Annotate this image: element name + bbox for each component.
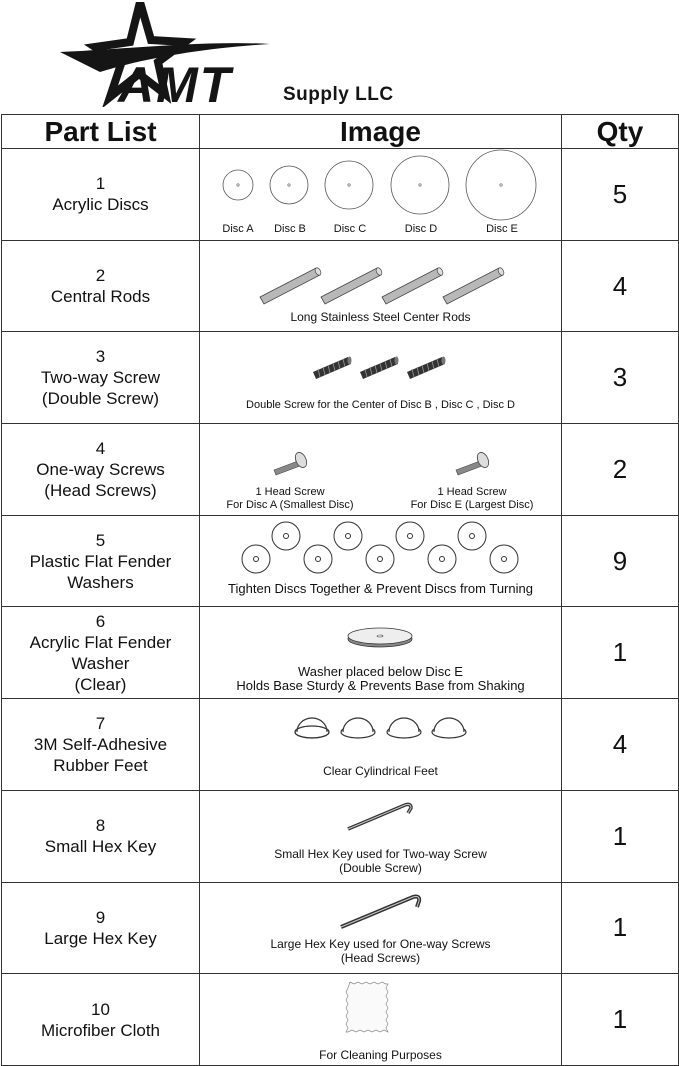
part-name-note: (Double Screw) <box>41 389 160 409</box>
part-number: 10 <box>91 999 110 1019</box>
cloth-icon <box>346 982 388 1032</box>
part-name: Acrylic Flat Fender <box>29 632 172 652</box>
image-caption: Long Stainless Steel Center Rods <box>290 309 471 324</box>
part-name-cell <box>2 240 200 332</box>
part-name: Central Rods <box>50 287 151 307</box>
qty-cell: 1 <box>562 974 679 1066</box>
part-name-cont: Washer <box>71 653 130 673</box>
part-name-cell <box>2 515 200 607</box>
double-screw-icon <box>360 357 399 380</box>
qty-cell: 3 <box>562 332 679 424</box>
image-caption: Small Hex Key used for Two-way Screw (Double Screw) <box>274 846 487 875</box>
rod-icon <box>443 266 505 303</box>
part-image-cell <box>200 882 562 974</box>
part-number: 4 <box>95 438 106 458</box>
part-name: 3M Self-Adhesive <box>33 734 168 754</box>
rod-icon <box>382 266 444 303</box>
disc-label: Disc C <box>333 223 367 235</box>
fender-washers-illustration <box>200 516 560 586</box>
company-logo <box>0 0 679 114</box>
qty-cell: 1 <box>562 607 679 699</box>
part-name-cell <box>2 974 200 1066</box>
part-number: 5 <box>95 530 106 550</box>
part-name-note: (Head Screws) <box>44 480 157 500</box>
rubber-foot-icon <box>387 718 421 738</box>
part-name-cont: Washers <box>67 572 134 592</box>
part-image-cell <box>200 790 562 882</box>
image-caption: Tighten Discs Together & Prevent Discs from Turning <box>228 580 533 596</box>
rubber-foot-icon <box>341 718 375 738</box>
center-rods-illustration <box>200 241 560 311</box>
table-row <box>2 974 679 1066</box>
image-caption: Clear Cylindrical Feet <box>323 764 438 779</box>
microfiber-cloth-illustration <box>200 974 560 1039</box>
table-row <box>2 424 679 516</box>
disc-label: Disc A <box>222 223 254 235</box>
rubber-feet-illustration <box>200 699 560 749</box>
part-image-cell <box>200 424 562 516</box>
column-header-image: Image <box>200 115 562 149</box>
part-image-cell <box>200 149 562 241</box>
part-image-cell <box>200 332 562 424</box>
disc-a-icon <box>223 170 253 200</box>
part-name-cell <box>2 424 200 516</box>
part-number: 8 <box>95 816 106 836</box>
disc-c-icon <box>325 161 373 209</box>
table-row <box>2 149 679 241</box>
disc-label: Disc E <box>486 223 518 235</box>
table-row <box>2 882 679 974</box>
qty-cell: 2 <box>562 424 679 516</box>
logo-wordmark: AMT <box>118 57 233 113</box>
image-caption: For Cleaning Purposes <box>319 1048 442 1063</box>
small-hex-key-illustration <box>200 791 560 841</box>
part-number: 1 <box>95 174 106 194</box>
double-screws-illustration <box>200 332 560 392</box>
head-screw-caption-left: 1 Head Screw For Disc A (Smallest Disc) <box>226 486 354 512</box>
double-screw-icon <box>407 357 446 380</box>
part-name: Large Hex Key <box>44 928 157 948</box>
part-number: 3 <box>95 347 106 367</box>
part-name: Two-way Screw <box>40 368 161 388</box>
disc-b-icon <box>270 166 308 204</box>
table-row <box>2 515 679 607</box>
qty-cell: 9 <box>562 515 679 607</box>
column-header-qty: Qty <box>562 115 679 149</box>
part-image-cell <box>200 607 562 699</box>
part-image-cell <box>200 515 562 607</box>
table-row <box>2 332 679 424</box>
qty-cell: 5 <box>562 149 679 241</box>
column-header-part-list: Part List <box>2 115 200 149</box>
part-list-table <box>1 114 679 1066</box>
part-number: 6 <box>95 611 106 631</box>
part-name: Plastic Flat Fender <box>29 551 172 571</box>
head-screw-caption-right: 1 Head Screw For Disc E (Largest Disc) <box>410 486 534 512</box>
part-name: Microfiber Cloth <box>40 1020 161 1040</box>
part-name: One-way Screws <box>36 459 165 479</box>
qty-cell: 1 <box>562 790 679 882</box>
part-image-cell <box>200 699 562 791</box>
company-suffix: Supply LLC <box>283 84 394 105</box>
part-number: 2 <box>95 266 106 286</box>
part-name-cell <box>2 882 200 974</box>
part-number: 7 <box>95 713 106 733</box>
part-name-note: (Clear) <box>74 674 127 694</box>
head-screws-illustration <box>200 424 560 479</box>
large-hex-key-illustration <box>200 883 560 938</box>
part-number: 9 <box>95 907 106 927</box>
table-row <box>2 240 679 332</box>
image-caption: Washer placed below Disc E Holds Base Sturdy & Prevents Base from Shaking <box>236 664 525 694</box>
table-row <box>2 607 679 699</box>
table-row <box>2 790 679 882</box>
rod-icon <box>260 266 322 303</box>
part-name-cell <box>2 790 200 882</box>
qty-cell: 4 <box>562 240 679 332</box>
part-name-cell <box>2 607 200 699</box>
image-caption: Double Screw for the Center of Disc B , Disc C , Disc D <box>246 399 515 412</box>
acrylic-washer-icon <box>348 628 412 647</box>
disc-e-icon <box>466 150 536 220</box>
image-caption: Large Hex Key used for One-way Screws (Head Screws) <box>270 936 491 965</box>
qty-cell: 1 <box>562 882 679 974</box>
part-name: Acrylic Discs <box>52 195 149 215</box>
head-screw-icon <box>274 451 309 475</box>
part-name-cont: Rubber Feet <box>53 755 148 775</box>
part-image-cell <box>200 240 562 332</box>
double-screw-icon <box>313 357 352 380</box>
part-name: Small Hex Key <box>44 837 157 857</box>
acrylic-washer-illustration <box>200 607 560 657</box>
qty-cell: 4 <box>562 699 679 791</box>
disc-label: Disc D <box>404 223 438 235</box>
head-screw-icon <box>456 451 491 475</box>
disc-label: Disc B <box>274 223 306 235</box>
part-name-cell <box>2 149 200 241</box>
rubber-foot-icon <box>295 718 329 738</box>
part-name-cell <box>2 332 200 424</box>
disc-d-icon <box>391 156 449 214</box>
table-row <box>2 699 679 791</box>
rubber-foot-icon <box>432 718 466 738</box>
part-name-cell <box>2 699 200 791</box>
part-image-cell <box>200 974 562 1066</box>
rod-icon <box>321 266 383 303</box>
